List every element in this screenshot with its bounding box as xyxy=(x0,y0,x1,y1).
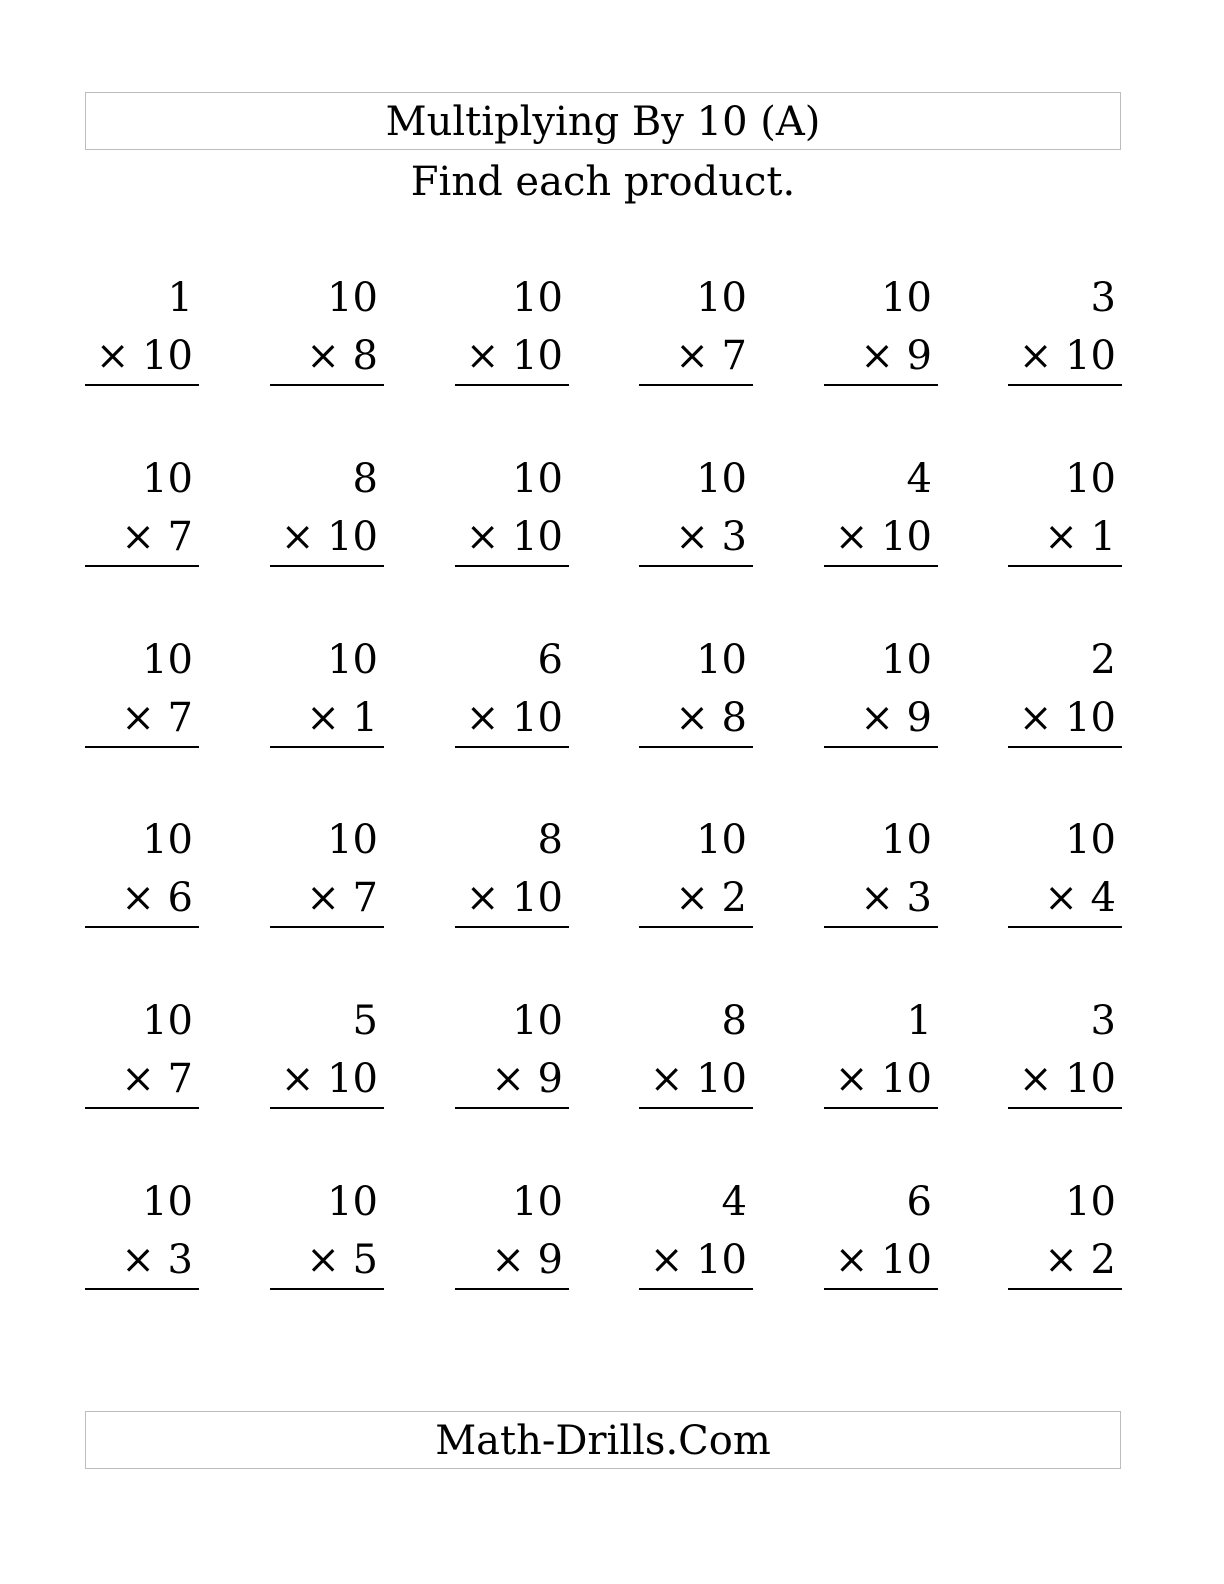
multiplier: × 10 xyxy=(465,514,563,560)
top-number: 1 xyxy=(167,275,193,321)
top-number: 8 xyxy=(721,998,747,1044)
answer-line xyxy=(85,1288,199,1290)
problem-r6-c1 xyxy=(85,1173,199,1289)
problem-r6-c6 xyxy=(1008,1173,1122,1289)
multiplier: × 5 xyxy=(306,1237,378,1283)
multiplier: × 7 xyxy=(121,1056,193,1102)
problem-r3-c4 xyxy=(639,631,753,747)
answer-line xyxy=(455,565,569,567)
problem-r2-c4 xyxy=(639,450,753,566)
problem-r2-c2 xyxy=(270,450,384,566)
top-number: 4 xyxy=(721,1179,747,1225)
top-number: 10 xyxy=(1065,1179,1116,1225)
answer-line xyxy=(85,384,199,386)
multiplier: × 10 xyxy=(1018,333,1116,379)
problem-r1-c1 xyxy=(85,269,199,385)
top-number: 10 xyxy=(696,817,747,863)
problem-r1-c6 xyxy=(1008,269,1122,385)
problem-r3-c6 xyxy=(1008,631,1122,747)
answer-line xyxy=(1008,746,1122,748)
top-number: 10 xyxy=(512,456,563,502)
answer-line xyxy=(455,1107,569,1109)
answer-line xyxy=(455,746,569,748)
top-number: 10 xyxy=(1065,817,1116,863)
problem-r5-c4 xyxy=(639,992,753,1108)
multiplier: × 3 xyxy=(675,514,747,560)
problem-r5-c3 xyxy=(455,992,569,1108)
problem-r4-c4 xyxy=(639,811,753,927)
answer-line xyxy=(639,384,753,386)
top-number: 10 xyxy=(512,275,563,321)
multiplier: × 8 xyxy=(675,695,747,741)
instructions: Find each product. xyxy=(410,159,796,205)
top-number: 10 xyxy=(327,275,378,321)
answer-line xyxy=(1008,926,1122,928)
multiplier: × 9 xyxy=(860,333,932,379)
problem-r2-c1 xyxy=(85,450,199,566)
answer-line xyxy=(639,1107,753,1109)
problem-r1-c2 xyxy=(270,269,384,385)
top-number: 4 xyxy=(906,456,932,502)
answer-line xyxy=(639,1288,753,1290)
multiplier: × 9 xyxy=(860,695,932,741)
answer-line xyxy=(824,926,938,928)
answer-line xyxy=(85,565,199,567)
top-number: 6 xyxy=(537,637,563,683)
answer-line xyxy=(270,1107,384,1109)
multiplier: × 8 xyxy=(306,333,378,379)
answer-line xyxy=(85,746,199,748)
problem-r2-c6 xyxy=(1008,450,1122,566)
answer-line xyxy=(85,926,199,928)
top-number: 10 xyxy=(1065,456,1116,502)
problem-r5-c2 xyxy=(270,992,384,1108)
problem-r1-c4 xyxy=(639,269,753,385)
answer-line xyxy=(270,1288,384,1290)
problem-r4-c5 xyxy=(824,811,938,927)
answer-line xyxy=(824,565,938,567)
answer-line xyxy=(824,384,938,386)
multiplier: × 3 xyxy=(121,1237,193,1283)
answer-line xyxy=(639,565,753,567)
top-number: 3 xyxy=(1090,275,1116,321)
answer-line xyxy=(270,926,384,928)
answer-line xyxy=(1008,565,1122,567)
problem-r3-c2 xyxy=(270,631,384,747)
top-number: 10 xyxy=(881,817,932,863)
top-number: 10 xyxy=(512,1179,563,1225)
multiplier: × 7 xyxy=(306,875,378,921)
answer-line xyxy=(270,384,384,386)
answer-line xyxy=(455,926,569,928)
problem-r3-c3 xyxy=(455,631,569,747)
multiplier: × 7 xyxy=(121,695,193,741)
answer-line xyxy=(639,926,753,928)
answer-line xyxy=(270,746,384,748)
top-number: 10 xyxy=(327,1179,378,1225)
multiplier: × 10 xyxy=(280,1056,378,1102)
problem-r3-c1 xyxy=(85,631,199,747)
multiplier: × 10 xyxy=(834,514,932,560)
problem-r4-c6 xyxy=(1008,811,1122,927)
top-number: 10 xyxy=(142,817,193,863)
problem-r6-c4 xyxy=(639,1173,753,1289)
answer-line xyxy=(1008,1288,1122,1290)
multiplier: × 10 xyxy=(1018,1056,1116,1102)
top-number: 10 xyxy=(696,637,747,683)
answer-line xyxy=(270,565,384,567)
answer-line xyxy=(1008,384,1122,386)
multiplier: × 1 xyxy=(306,695,378,741)
problem-r4-c1 xyxy=(85,811,199,927)
answer-line xyxy=(639,746,753,748)
top-number: 3 xyxy=(1090,998,1116,1044)
answer-line xyxy=(1008,1107,1122,1109)
top-number: 10 xyxy=(142,998,193,1044)
problem-r4-c2 xyxy=(270,811,384,927)
answer-line xyxy=(824,746,938,748)
multiplier: × 1 xyxy=(1044,514,1116,560)
problem-r5-c5 xyxy=(824,992,938,1108)
problem-r2-c5 xyxy=(824,450,938,566)
problem-r1-c5 xyxy=(824,269,938,385)
top-number: 2 xyxy=(1090,637,1116,683)
problem-r4-c3 xyxy=(455,811,569,927)
multiplier: × 10 xyxy=(465,875,563,921)
multiplier: × 10 xyxy=(649,1237,747,1283)
top-number: 10 xyxy=(881,275,932,321)
problem-r2-c3 xyxy=(455,450,569,566)
problem-r1-c3 xyxy=(455,269,569,385)
top-number: 10 xyxy=(512,998,563,1044)
problem-r6-c5 xyxy=(824,1173,938,1289)
multiplier: × 7 xyxy=(121,514,193,560)
top-number: 10 xyxy=(881,637,932,683)
multiplier: × 10 xyxy=(465,695,563,741)
multiplier: × 2 xyxy=(675,875,747,921)
top-number: 6 xyxy=(906,1179,932,1225)
top-number: 10 xyxy=(142,456,193,502)
multiplier: × 3 xyxy=(860,875,932,921)
multiplier: × 6 xyxy=(121,875,193,921)
top-number: 10 xyxy=(696,456,747,502)
multiplier: × 10 xyxy=(95,333,193,379)
problem-r5-c1 xyxy=(85,992,199,1108)
multiplier: × 9 xyxy=(491,1237,563,1283)
problem-r3-c5 xyxy=(824,631,938,747)
answer-line xyxy=(455,1288,569,1290)
top-number: 8 xyxy=(537,817,563,863)
top-number: 10 xyxy=(142,1179,193,1225)
worksheet-title: Multiplying By 10 (A) xyxy=(85,92,1121,150)
answer-line xyxy=(824,1107,938,1109)
footer-site-name: Math-Drills.Com xyxy=(85,1411,1121,1469)
top-number: 10 xyxy=(327,817,378,863)
multiplier: × 2 xyxy=(1044,1237,1116,1283)
multiplier: × 4 xyxy=(1044,875,1116,921)
problem-r5-c6 xyxy=(1008,992,1122,1108)
multiplier: × 10 xyxy=(834,1237,932,1283)
multiplier: × 10 xyxy=(465,333,563,379)
multiplier: × 10 xyxy=(649,1056,747,1102)
top-number: 8 xyxy=(352,456,378,502)
answer-line xyxy=(85,1107,199,1109)
top-number: 10 xyxy=(142,637,193,683)
answer-line xyxy=(455,384,569,386)
multiplier: × 10 xyxy=(1018,695,1116,741)
problem-r6-c3 xyxy=(455,1173,569,1289)
multiplier: × 10 xyxy=(834,1056,932,1102)
multiplier: × 9 xyxy=(491,1056,563,1102)
top-number: 10 xyxy=(696,275,747,321)
answer-line xyxy=(824,1288,938,1290)
problem-r6-c2 xyxy=(270,1173,384,1289)
multiplier: × 7 xyxy=(675,333,747,379)
top-number: 1 xyxy=(906,998,932,1044)
top-number: 10 xyxy=(327,637,378,683)
multiplier: × 10 xyxy=(280,514,378,560)
top-number: 5 xyxy=(352,998,378,1044)
